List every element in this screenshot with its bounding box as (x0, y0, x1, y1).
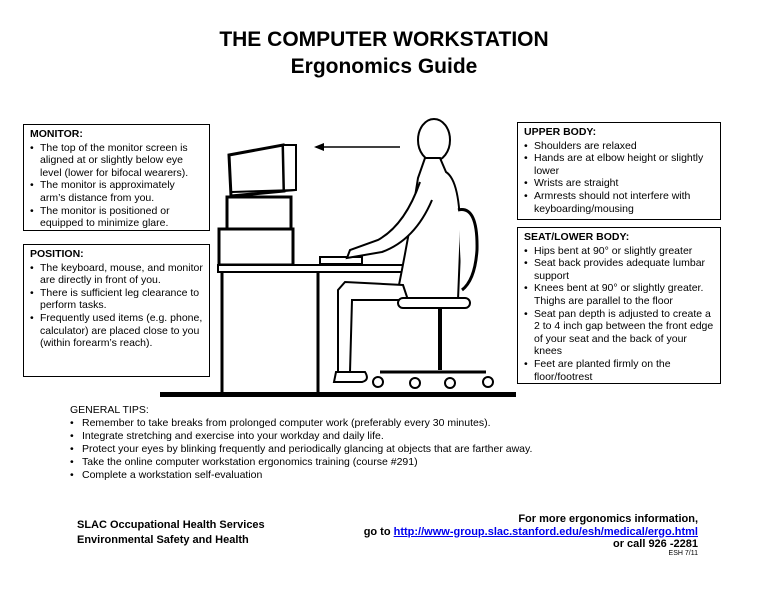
org-department: Environmental Safety and Health (77, 534, 249, 546)
list-item: • Armrests should not interfere with keyboarding/mousing (524, 190, 714, 215)
list-item: • The keyboard, mouse, and monitor are directly in front of you. (30, 262, 203, 287)
more-info-block (364, 513, 698, 551)
list-item: • Integrate stretching and exercise into your workday and daily life. (70, 430, 532, 443)
person-leg (338, 282, 408, 372)
list-item: • Feet are planted firmly on the floor/footrest (524, 358, 714, 383)
list-item: • The monitor is approximately arm’s distance from you. (30, 179, 203, 204)
chair-back (458, 210, 477, 291)
list-item: • Take the online computer workstation ergonomics training (course #291) (70, 456, 532, 469)
upper-body-box (517, 122, 721, 220)
list-item: • Protect your eyes by blinking frequently and periodically glancing at objects that are farther away. (70, 443, 532, 456)
upper-body-heading: UPPER BODY: (524, 126, 597, 138)
list-item: • Wrists are straight (524, 177, 714, 190)
page-subtitle: Ergonomics Guide (290, 55, 478, 78)
monitor-screen (229, 145, 284, 196)
cpu-lower (219, 229, 293, 265)
general-tips-heading: GENERAL TIPS: (70, 404, 149, 416)
list-item: • Hands are at elbow height or slightly lower (524, 152, 714, 177)
org-name: SLAC Occupational Health Services (77, 519, 265, 531)
organization-block (77, 518, 265, 548)
seat-lower-body-box (517, 227, 721, 384)
list-item: • Seat pan depth is adjusted to create a 2 to 4 inch gap between the front edge of your seat and the back of your knees (524, 308, 714, 358)
person-foot (334, 372, 367, 382)
chair-seat (398, 298, 470, 308)
cpu-upper (227, 197, 291, 229)
desk-top (218, 265, 408, 272)
person-head (418, 119, 450, 161)
floor-line (160, 392, 516, 397)
page-title: THE COMPUTER WORKSTATION (219, 28, 549, 51)
seat-lower-body-heading: SEAT/LOWER BODY: (524, 231, 630, 243)
monitor-heading: MONITOR: (30, 128, 83, 140)
general-tips (70, 404, 532, 482)
document-code: ESH 7/11 (668, 550, 698, 557)
list-item: • Shoulders are relaxed (524, 140, 714, 153)
phone-line: or call 926 -2281 (612, 538, 698, 550)
keyboard (320, 257, 362, 264)
arrow-head (314, 143, 324, 151)
list-item: • Knees bent at 90° or slightly greater. Thighs are parallel to the floor (524, 282, 714, 307)
list-item: • Complete a workstation self-evaluation (70, 469, 532, 482)
more-info-line: For more ergonomics information, (518, 513, 698, 525)
ergonomics-link[interactable]: http://www-group.slac.stanford.edu/esh/medical/ergo.html (393, 525, 698, 538)
monitor-box (23, 124, 210, 231)
more-info-prefix: go to (363, 525, 394, 538)
list-item: • There is sufficient leg clearance to perform tasks. (30, 287, 203, 312)
list-item: • Seat back provides adequate lumbar support (524, 257, 714, 282)
list-item: • Hips bent at 90° or slightly greater (524, 245, 714, 258)
list-item: • Remember to take breaks from prolonged computer work (preferably every 30 minutes). (70, 417, 532, 430)
position-box (23, 244, 210, 377)
list-item: • The top of the monitor screen is aligned at or slightly below eye level (lower for bifocal wearers). (30, 142, 203, 180)
monitor-side (283, 145, 296, 191)
list-item: • Frequently used items (e.g. phone, calculator) are placed close to you (within forearm’s reach). (30, 312, 203, 350)
position-heading: POSITION: (30, 248, 84, 260)
list-item: • The monitor is positioned or equipped to minimize glare. (30, 205, 203, 230)
